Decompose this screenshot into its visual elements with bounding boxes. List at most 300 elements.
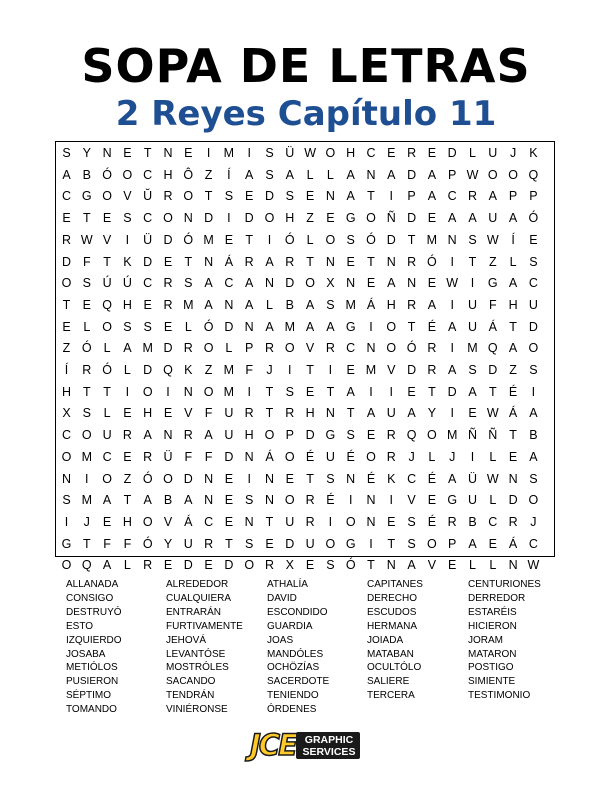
grid-letter: É: [346, 449, 355, 464]
grid-letter: W: [486, 471, 499, 486]
grid-letter: L: [489, 493, 497, 508]
word-item: ESCONDIDO: [267, 606, 328, 618]
grid-letter: E: [163, 558, 173, 573]
grid-letter: D: [163, 341, 173, 356]
grid-letter: R: [386, 428, 396, 443]
grid-row: [56, 534, 554, 556]
word-item: TESTIMONIO: [468, 690, 531, 702]
word-item: TENDRÁN: [166, 690, 215, 702]
grid-letter: R: [183, 428, 193, 443]
grid-letter: T: [367, 189, 375, 204]
grid-letter: R: [508, 514, 518, 529]
grid-letter: R: [122, 428, 132, 443]
grid-letter: N: [61, 471, 72, 486]
grid-letter: D: [61, 254, 72, 269]
grid-row: [56, 403, 554, 425]
grid-letter: L: [306, 232, 314, 247]
grid-letter: P: [448, 536, 457, 551]
grid-letter: N: [244, 449, 254, 464]
grid-letter: H: [244, 428, 254, 443]
grid-letter: L: [266, 297, 273, 312]
grid-letter: Z: [204, 167, 213, 182]
grid-letter: D: [407, 363, 417, 377]
grid-letter: A: [346, 167, 355, 182]
word-item: SACANDO: [166, 676, 216, 688]
grid-letter: O: [305, 276, 315, 291]
word-column: [166, 578, 243, 717]
grid-letter: C: [528, 536, 538, 551]
grid-letter: Y: [427, 406, 437, 421]
grid-letter: D: [183, 558, 193, 573]
grid-letter: I: [389, 189, 394, 204]
grid-letter: S: [123, 211, 132, 226]
grid-letter: É: [427, 319, 437, 334]
grid-letter: S: [285, 189, 294, 204]
grid-letter: I: [450, 254, 454, 269]
grid-letter: W: [446, 276, 459, 291]
grid-letter: U: [224, 428, 234, 443]
grid-letter: A: [305, 319, 315, 334]
grid-letter: Í: [227, 167, 231, 182]
grid-letter: E: [448, 558, 457, 573]
grid-letter: O: [325, 536, 336, 551]
grid-letter: R: [204, 536, 214, 551]
grid-letter: D: [528, 319, 538, 334]
grid-letter: Ó: [142, 536, 153, 551]
grid-letter: V: [407, 493, 416, 508]
grid-letter: N: [163, 146, 173, 160]
grid-letter: Q: [528, 167, 539, 182]
grid-letter: Ó: [528, 211, 539, 226]
grid-letter: B: [468, 514, 477, 529]
grid-letter: A: [427, 167, 437, 182]
grid-letter: S: [468, 232, 477, 247]
grid-letter: O: [284, 341, 295, 356]
grid-letter: Ŭ: [143, 189, 153, 204]
grid-letter: A: [346, 384, 355, 399]
grid-letter: A: [448, 211, 457, 226]
grid-letter: M: [284, 319, 295, 334]
grid-letter: T: [407, 232, 416, 247]
grid-letter: N: [325, 406, 335, 421]
grid-letter: O: [142, 514, 153, 529]
grid-letter: N: [366, 341, 376, 356]
grid-letter: O: [528, 341, 539, 356]
grid-letter: T: [468, 254, 477, 269]
grid-letter: S: [529, 254, 538, 269]
grid-letter: A: [62, 167, 71, 182]
grid-letter: S: [407, 514, 416, 529]
grid-letter: A: [245, 167, 254, 182]
letter-grid: [55, 141, 555, 573]
grid-letter: E: [224, 471, 234, 486]
grid-letter: A: [102, 493, 112, 508]
grid-letter: T: [306, 363, 314, 377]
grid-letter: D: [447, 384, 457, 399]
grid-letter: I: [125, 232, 130, 247]
grid-letter: D: [264, 189, 275, 204]
grid-row: [56, 273, 554, 295]
grid-letter: T: [265, 406, 274, 421]
grid-letter: A: [488, 189, 497, 204]
word-item: MOSTRÓLES: [166, 662, 229, 674]
grid-letter: S: [529, 471, 538, 486]
grid-letter: B: [163, 493, 173, 508]
word-item: CUALQUIERA: [166, 592, 232, 604]
grid-letter: O: [325, 232, 336, 247]
grid-letter: U: [467, 297, 478, 312]
grid-letter: B: [529, 428, 538, 443]
grid-letter: E: [326, 211, 335, 226]
grid-letter: L: [306, 167, 314, 182]
grid-row: [56, 252, 554, 274]
grid-letter: F: [82, 254, 91, 269]
grid-letter: O: [427, 536, 437, 551]
grid-letter: S: [82, 406, 91, 421]
grid-letter: O: [203, 384, 214, 399]
grid-letter: G: [61, 536, 72, 551]
grid-letter: D: [143, 363, 153, 377]
grid-letter: G: [487, 276, 498, 291]
grid-letter: E: [163, 406, 173, 421]
grid-letter: S: [407, 536, 416, 551]
grid-letter: V: [123, 189, 132, 204]
grid-letter: O: [366, 449, 376, 464]
grid-letter: O: [142, 384, 153, 399]
grid-letter: E: [305, 384, 315, 399]
grid-letter: K: [387, 471, 396, 486]
grid-letter: U: [305, 536, 315, 551]
grid-letter: O: [203, 341, 214, 356]
grid-letter: Á: [508, 536, 518, 551]
grid-letter: Q: [163, 363, 173, 377]
jce-logo: [250, 727, 362, 763]
grid-letter: É: [427, 514, 437, 529]
grid-letter: R: [244, 406, 254, 421]
grid-letter: I: [470, 276, 475, 291]
grid-letter: R: [143, 449, 153, 464]
word-column: [66, 578, 122, 717]
grid-letter: O: [386, 319, 397, 334]
grid-letter: Ó: [183, 232, 194, 247]
grid-letter: Ô: [183, 167, 194, 182]
grid-letter: H: [386, 297, 396, 312]
grid-letter: R: [407, 297, 417, 312]
logo-line-2: SERVICES: [302, 746, 356, 758]
grid-letter: I: [206, 146, 211, 160]
grid-letter: N: [366, 514, 376, 529]
word-item: TENIENDO: [267, 690, 319, 702]
grid-letter: E: [224, 493, 234, 508]
grid-letter: H: [61, 384, 72, 399]
grid-letter: M: [183, 297, 194, 312]
grid-letter: E: [163, 254, 173, 269]
grid-letter: J: [83, 514, 90, 529]
grid-letter: É: [305, 449, 315, 464]
grid-letter: W: [527, 558, 540, 573]
grid-letter: O: [61, 558, 72, 573]
grid-row: [56, 186, 554, 208]
grid-letter: L: [83, 319, 91, 334]
word-item: ALREDEDOR: [166, 579, 229, 590]
grid-letter: I: [450, 341, 454, 356]
grid-letter: A: [285, 167, 294, 182]
grid-letter: U: [467, 493, 478, 508]
grid-letter: E: [123, 406, 132, 421]
grid-letter: I: [64, 514, 69, 529]
grid-letter: A: [387, 167, 396, 182]
grid-letter: R: [447, 514, 457, 529]
grid-letter: H: [285, 211, 295, 226]
grid-letter: S: [285, 384, 294, 399]
grid-letter: E: [143, 297, 152, 312]
grid-letter: T: [367, 558, 375, 573]
grid-letter: E: [224, 514, 234, 529]
word-item: MATARON: [468, 648, 517, 660]
grid-letter: I: [450, 297, 454, 312]
grid-letter: Ó: [102, 363, 112, 377]
grid-letter: V: [184, 406, 193, 421]
grid-letter: A: [427, 189, 437, 204]
grid-letter: F: [184, 449, 193, 464]
grid-letter: O: [102, 319, 112, 334]
grid-letter: C: [61, 428, 72, 443]
grid-letter: N: [224, 297, 234, 312]
grid-letter: R: [61, 232, 72, 247]
grid-letter: I: [348, 493, 353, 508]
grid-letter: M: [81, 493, 92, 508]
grid-letter: D: [183, 471, 193, 486]
grid-letter: N: [386, 558, 396, 573]
grid-letter: I: [247, 471, 251, 486]
grid-letter: I: [369, 319, 373, 334]
grid-letter: S: [245, 493, 254, 508]
grid-letter: N: [325, 189, 335, 204]
grid-letter: C: [102, 449, 112, 464]
word-item: JORAM: [468, 634, 503, 646]
grid-letter: N: [204, 493, 214, 508]
grid-letter: H: [122, 514, 132, 529]
grid-letter: I: [328, 514, 333, 529]
grid-letter: E: [529, 232, 538, 247]
grid-letter: Ó: [81, 341, 92, 356]
grid-letter: U: [386, 406, 396, 421]
grid-letter: A: [123, 341, 132, 356]
grid-letter: E: [123, 449, 132, 464]
grid-letter: M: [223, 363, 235, 377]
grid-letter: F: [245, 363, 253, 377]
grid-letter: T: [509, 319, 517, 334]
grid-letter: Z: [488, 254, 497, 269]
grid-row: [56, 143, 554, 165]
grid-letter: I: [247, 146, 251, 160]
grid-letter: A: [265, 319, 274, 334]
grid-letter: Ó: [284, 232, 295, 247]
grid-letter: Ü: [143, 232, 153, 247]
grid-letter: I: [267, 232, 272, 247]
grid-letter: G: [325, 428, 336, 443]
grid-letter: N: [386, 254, 396, 269]
grid-letter: I: [470, 449, 475, 464]
grid-letter: G: [345, 319, 356, 334]
word-item: MANDÓLES: [267, 648, 324, 660]
grid-letter: L: [489, 558, 497, 573]
grid-letter: R: [305, 514, 315, 529]
grid-letter: J: [530, 514, 537, 529]
grid-letter: S: [123, 319, 132, 334]
grid-letter: E: [427, 146, 437, 160]
grid-letter: E: [62, 319, 71, 334]
grid-letter: D: [224, 319, 234, 334]
grid-letter: T: [509, 428, 517, 443]
grid-letter: O: [284, 493, 295, 508]
word-item: ÓRDENES: [267, 704, 317, 716]
grid-letter: R: [163, 297, 173, 312]
grid-letter: J: [509, 146, 517, 160]
grid-letter: T: [407, 319, 416, 334]
grid-letter: E: [427, 493, 437, 508]
grid-row: [56, 490, 554, 512]
grid-letter: U: [102, 428, 112, 443]
grid-letter: T: [245, 232, 253, 247]
grid-letter: O: [528, 493, 539, 508]
grid-letter: N: [244, 514, 254, 529]
grid-letter: S: [143, 319, 152, 334]
grid-letter: A: [448, 363, 457, 377]
grid-letter: T: [82, 536, 91, 551]
grid-letter: D: [224, 449, 234, 464]
grid-row: [56, 382, 554, 404]
grid-letter: A: [204, 428, 213, 443]
logo-line-1: GRAPHIC: [304, 734, 354, 746]
grid-letter: E: [184, 146, 193, 160]
grid-letter: A: [102, 558, 112, 573]
grid-row: [56, 425, 554, 447]
grid-letter: L: [469, 558, 476, 573]
grid-row: [56, 165, 554, 187]
grid-letter: N: [204, 471, 214, 486]
grid-letter: T: [367, 254, 375, 269]
grid-letter: O: [102, 189, 112, 204]
word-item: JOIADA: [367, 634, 404, 646]
grid-letter: N: [264, 471, 275, 486]
grid-letter: U: [224, 406, 234, 421]
grid-letter: N: [244, 319, 254, 334]
grid-letter: L: [123, 363, 131, 377]
word-item: CAPITANES: [367, 579, 423, 590]
grid-letter: S: [529, 363, 538, 377]
grid-letter: E: [102, 211, 112, 226]
grid-letter: H: [143, 406, 153, 421]
word-item: JEHOVÁ: [166, 634, 207, 646]
grid-letter: E: [163, 319, 173, 334]
grid-letter: L: [103, 341, 111, 356]
grid-letter: O: [366, 211, 376, 226]
grid-letter: Ó: [366, 232, 376, 247]
grid-letter: M: [223, 384, 235, 399]
grid-letter: F: [488, 297, 497, 312]
grid-letter: R: [264, 558, 275, 573]
grid-letter: Z: [509, 363, 517, 377]
word-item: CONSIGO: [66, 592, 114, 604]
grid-row: [56, 447, 554, 469]
grid-letter: N: [407, 276, 417, 291]
grid-letter: S: [184, 276, 193, 291]
grid-letter: A: [204, 297, 213, 312]
grid-letter: C: [528, 276, 538, 291]
word-item: ALLANADA: [66, 579, 119, 590]
grid-letter: E: [427, 211, 437, 226]
grid-letter: F: [123, 536, 132, 551]
grid-letter: O: [61, 276, 72, 291]
grid-letter: X: [285, 558, 294, 573]
word-item: ESTO: [66, 620, 94, 632]
grid-letter: A: [407, 558, 416, 573]
grid-letter: L: [225, 341, 233, 356]
grid-letter: Á: [508, 406, 518, 421]
word-item: POSTIGO: [468, 662, 514, 674]
grid-letter: Í: [511, 232, 515, 247]
grid-letter: D: [244, 211, 254, 226]
grid-letter: A: [366, 406, 376, 421]
grid-row: [56, 512, 554, 534]
grid-letter: I: [369, 536, 373, 551]
grid-letter: A: [326, 319, 335, 334]
word-item: ENTRARÁN: [166, 606, 222, 618]
grid-letter: M: [345, 297, 356, 312]
grid-letter: T: [265, 514, 274, 529]
grid-letter: R: [386, 449, 396, 464]
grid-letter: M: [142, 341, 153, 356]
grid-letter: A: [305, 297, 315, 312]
grid-letter: R: [427, 363, 437, 377]
grid-letter: J: [449, 449, 456, 464]
grid-letter: R: [285, 254, 295, 269]
grid-letter: R: [467, 189, 478, 204]
grid-letter: N: [183, 384, 193, 399]
grid-letter: D: [508, 493, 518, 508]
grid-letter: Ó: [406, 341, 417, 356]
grid-letter: A: [468, 384, 477, 399]
grid-letter: O: [284, 449, 295, 464]
grid-letter: U: [467, 319, 478, 334]
grid-letter: L: [184, 319, 192, 334]
grid-letter: Ñ: [467, 428, 478, 443]
grid-letter: É: [366, 471, 376, 486]
word-item: PUSIERON: [66, 676, 119, 688]
grid-letter: É: [508, 384, 518, 399]
grid-letter: T: [123, 493, 132, 508]
grid-letter: M: [365, 363, 377, 377]
grid-letter: O: [183, 189, 194, 204]
word-column: [367, 578, 423, 703]
grid-letter: T: [306, 471, 314, 486]
grid-letter: D: [224, 558, 234, 573]
grid-letter: N: [264, 276, 275, 291]
grid-letter: Ñ: [488, 428, 498, 443]
grid-letter: T: [103, 384, 111, 399]
grid-letter: Á: [488, 319, 497, 334]
grid-letter: E: [427, 276, 437, 291]
word-item: VINIÉRONSE: [166, 704, 228, 716]
word-item: METIÓLOS: [66, 662, 118, 674]
grid-letter: S: [346, 428, 355, 443]
grid-letter: R: [244, 254, 254, 269]
grid-letter: A: [448, 319, 457, 334]
grid-letter: T: [265, 384, 274, 399]
grid-letter: V: [163, 514, 173, 529]
grid-letter: Ú: [122, 276, 132, 291]
